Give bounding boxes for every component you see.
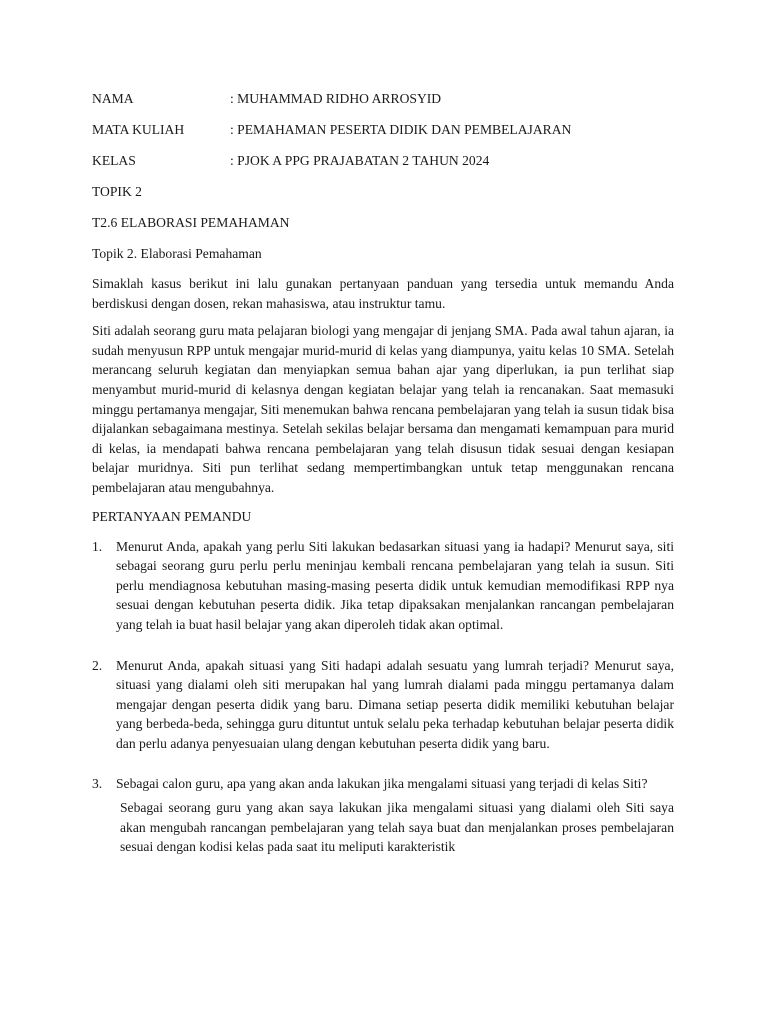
question-item [92,774,674,856]
case-paragraph: Siti adalah seorang guru mata pelajaran biologi yang mengajar di jenjang SMA. Pada awal tahun ajaran, ia sudah menyusun RPP untuk mengajar murid-murid di kelas yang diampunya, yaitu kelas 10 SMA. Setelah merancang seluruh kegiatan dan menyiapkan semua bahan ajar yang diperlukan, ia pun terlihat siap menyambut murid-murid di kelasnya dengan kegiatan belajar yang telah ia rencanakan. Saat memasuki minggu pertamanya mengajar, Siti menemukan bahwa rencana pembelajaran yang telah ia susun tidak bisa dijalankan sebagaimana mestinya. Setelah sekilas belajar bersama dan mengamati kemampuan para murid di kelas, ia mendapati bahwa rencana pembelajaran yang telah disusun tidak sesuai dengan kesiapan belajar muridnya. Siti pun terlihat sedang mempertimbangkan untuk tetap menggunakan rencana pembelajaran atau mengubahnya. [92,323,674,495]
section-heading: T2.6 ELABORASI PEMAHAMAN [92,215,290,230]
info-row-name [92,88,674,109]
name-value: : MUHAMMAD RIDHO ARROSYID [230,91,442,106]
question-text: Menurut Anda, apakah situasi yang Siti hadapi adalah sesuatu yang lumrah terjadi? Menurut saya, situasi yang dialami oleh siti merupakan hal yang lumrah dialami pada minggu pertamanya dalam mengajar dengan peserta didik yang baru. Dimana setiap peserta didik memiliki kebutuhan belajar yang berbeda-beda, sehingga guru dituntut untuk selalu peka terhadap kebutuhan belajar peserta didik dan perlu adanya penyesuaian ulang dengan kebutuhan peserta didik yang baru. [116,657,674,751]
class-label: KELAS [92,153,136,168]
answer-text: Sebagai seorang guru yang akan saya lakukan jika mengalami situasi yang dialami oleh Siti saya akan mengubah rancangan pembelajaran yang telah saya buat dan menjalankan proses pembelajaran sesuai dengan kodisi kelas pada saat itu meliputi karakteristik [120,800,674,855]
question-list [92,537,674,857]
question-number: 1. [92,538,103,554]
info-row-class [92,150,674,171]
question-text: Menurut Anda, apakah yang perlu Siti lakukan bedasarkan situasi yang ia hadapi? Menurut saya, siti sebagai seorang guru perlu perlu meninjau kembali rencana pembelajaran yang telah ia susun. Siti perlu mendiagnosa kebutuhan masing-masing peserta didik untuk kemudian memodifikasi RPP nya sesuai dengan kebutuhan peserta didik. Jika tetap dipaksakan menjalankan rancangan pembelajaran yang telah ia buat hasil belajar yang akan diperoleh tidak akan optimal. [116,538,674,632]
course-value: : PEMAHAMAN PESERTA DIDIK DAN PEMBELAJARAN [230,122,572,137]
info-row-course [92,119,674,140]
question-item [92,656,674,754]
question-number: 2. [92,657,103,673]
question-number: 3. [92,776,103,792]
class-value: : PJOK A PPG PRAJABATAN 2 TAHUN 2024 [230,153,490,168]
name-label: NAMA [92,91,134,106]
intro-paragraph: Simaklah kasus berikut ini lalu gunakan pertanyaan panduan yang tersedia untuk memandu Anda berdiskusi dengan dosen, rekan mahasiswa, atau instruktur tamu. [92,276,674,311]
document-page [92,88,674,857]
document-subtitle: Topik 2. Elaborasi Pemahaman [92,246,262,261]
question-text: Sebagai calon guru, apa yang akan anda lakukan jika mengalami situasi yang terjadi di kelas Siti? [116,776,648,792]
question-item [92,537,674,635]
questions-heading: PERTANYAAN PEMANDU [92,508,252,524]
topic-heading: TOPIK 2 [92,184,142,199]
course-label: MATA KULIAH [92,122,185,137]
